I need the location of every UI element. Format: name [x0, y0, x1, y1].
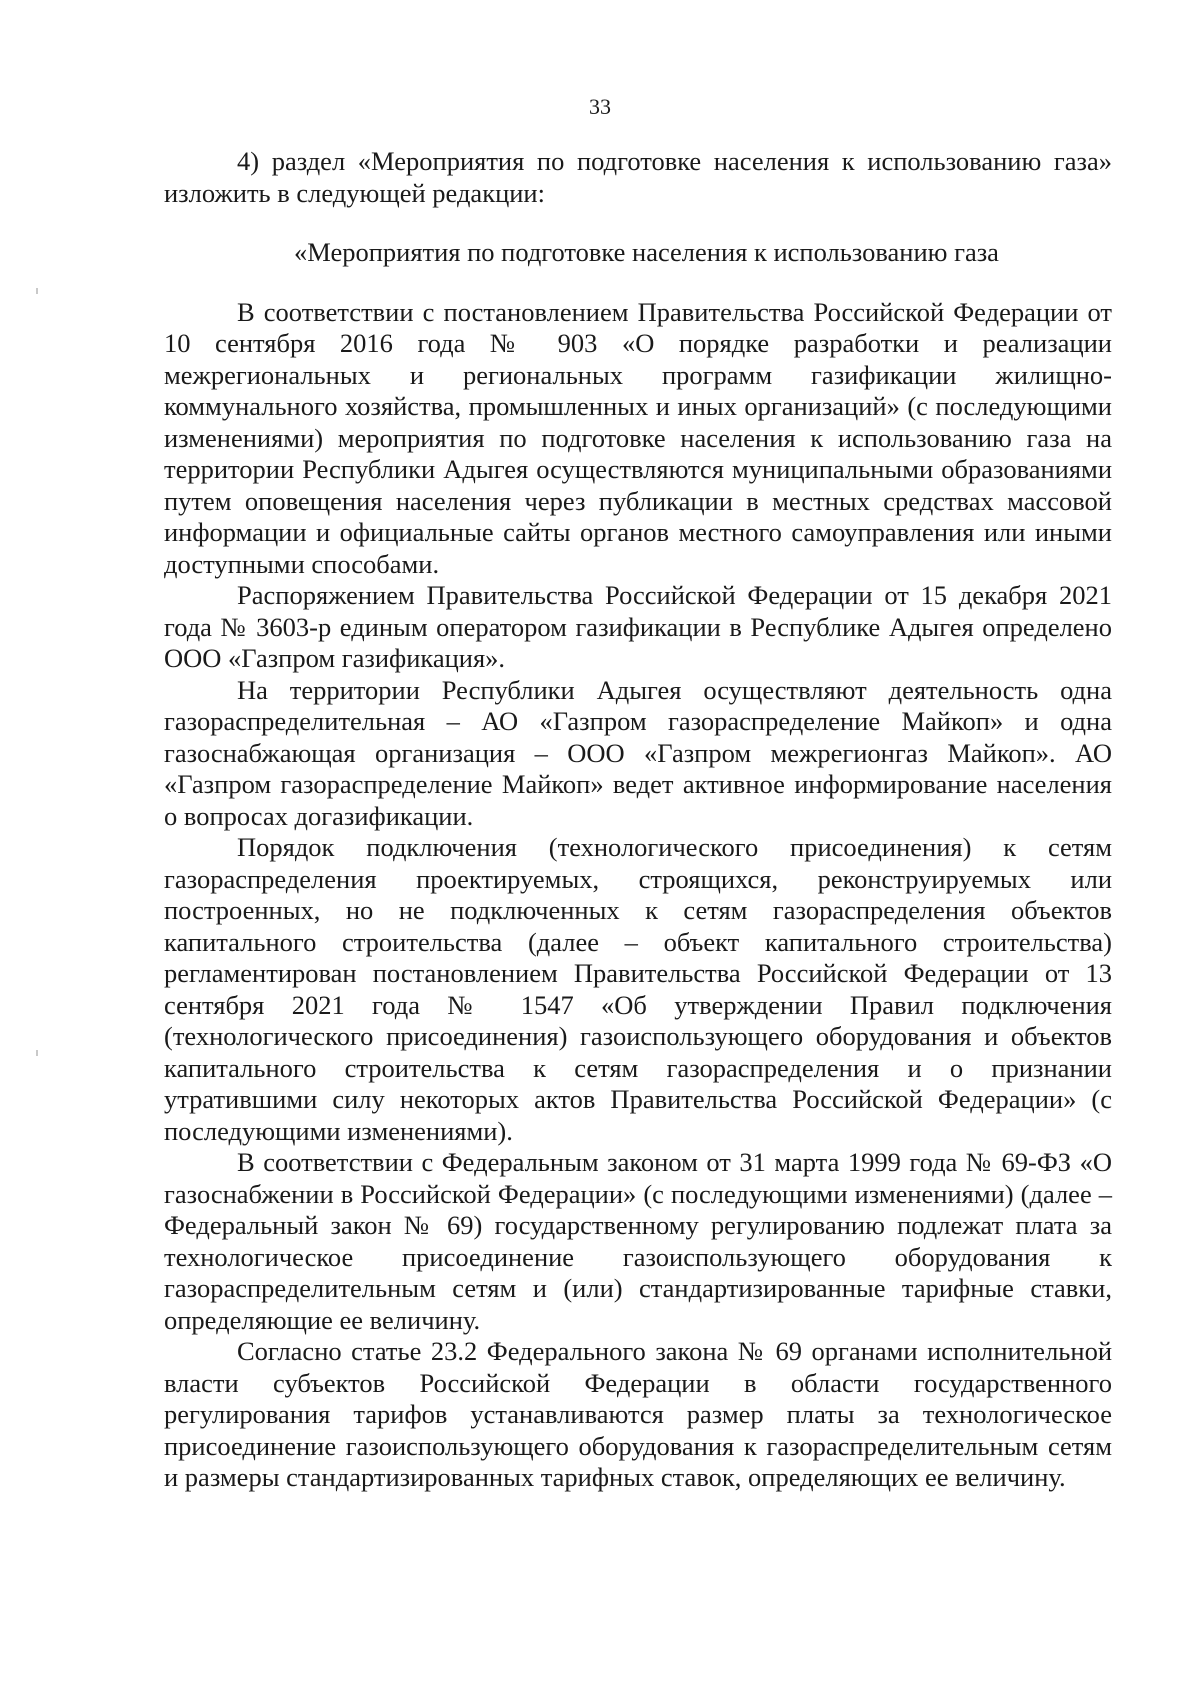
page-number: 33 [589, 94, 611, 119]
body-paragraph-1: В соответствии с постановлением Правительства Российской Федерации от 10 сентября 2016 года № 903 «О порядке разработки и реализации межрегиональных и региональных программ газификации жилищно-коммунального хозяйства, промышленных и иных организаций» (с последующими изменениями) мероприятия по подготовке населения к использованию газа на территории Республики Адыгея осуществляются муниципальными образованиями путем оповещения населения через публикации в местных средствах массовой информации и официальные сайты органов местного самоуправления или иными доступными способами. [164, 296, 1112, 579]
scan-mark [36, 1050, 38, 1056]
intro-paragraph: 4) раздел «Мероприятия по подготовке населения к использованию газа» изложить в следующей редакции: [164, 146, 1112, 208]
section-heading: «Мероприятия по подготовке населения к использованию газа [294, 237, 999, 267]
document-body [164, 146, 1112, 1494]
body-paragraph-4: Порядок подключения (технологического присоединения) к сетям газораспределения проектируемых, строящихся, реконструируемых или построенных, но не подключенных к сетям газораспределения объектов капитального строительства (далее – объект капитального строительства) регламентирован постановлением Правительства Российской Федерации от 13 сентября 2021 года № 1547 «Об утверждении Правил подключения (технологического присоединения) газоиспользующего оборудования и объектов капитального строительства к сетям газораспределения и о признании утратившими силу некоторых актов Правительства Российской Федерации» (с последующими изменениями). [164, 832, 1112, 1146]
body-paragraph-2: Распоряжением Правительства Российской Федерации от 15 декабря 2021 года № 3603-р единым оператором газификации в Республике Адыгея определено ООО «Газпром газификация». [164, 580, 1112, 673]
body-paragraph-3: На территории Республики Адыгея осуществляют деятельность одна газораспределительная – АО «Газпром газораспределение Майкоп» и одна газоснабжающая организация – ООО «Газпром межрегионгаз Майкоп». АО «Газпром газораспределение Майкоп» ведет активное информирование населения о вопросах догазификации. [164, 674, 1112, 831]
body-paragraph-5: В соответствии с Федеральным законом от 31 марта 1999 года № 69-ФЗ «О газоснабжении в Российской Федерации» (с последующими изменениями) (далее – Федеральный закон № 69) государственному регулированию подлежат плата за технологическое присоединение газоиспользующего оборудования к газораспределительным сетям и (или) стандартизированные тарифные ставки, определяющие ее величину. [164, 1147, 1112, 1335]
scan-mark [36, 288, 38, 294]
body-paragraph-6: Согласно статье 23.2 Федерального закона № 69 органами исполнительной власти субъектов Российской Федерации в области государственного регулирования тарифов устанавливаются размер платы за технологическое присоединение газоиспользующего оборудования к газораспределительным сетям и размеры стандартизированных тарифных ставок, определяющих ее величину. [164, 1336, 1112, 1492]
